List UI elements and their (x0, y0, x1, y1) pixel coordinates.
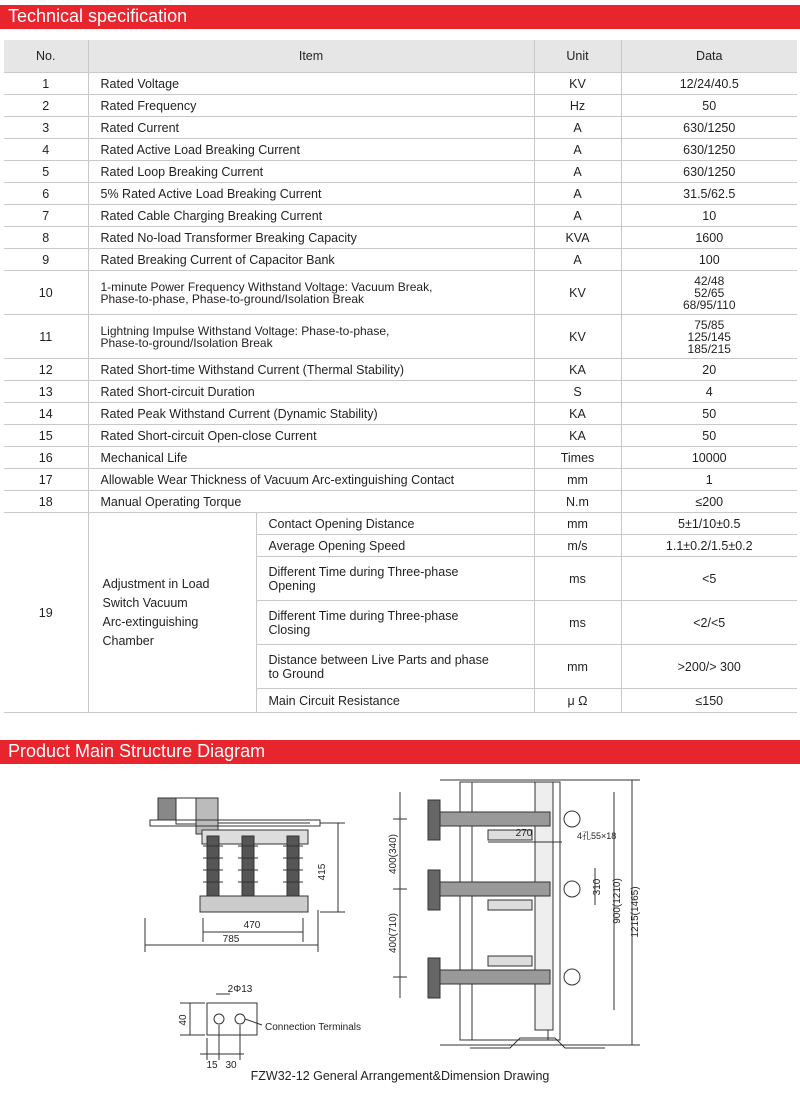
row-number: 18 (4, 491, 88, 513)
row-item-line: Lightning Impulse Withstand Voltage: Phase-to-phase, (100, 323, 390, 338)
row-item: Rated Peak Withstand Current (Dynamic Stability) (88, 403, 534, 425)
connection-terminals-label: Connection Terminals (265, 1022, 361, 1033)
row-unit: KA (534, 359, 621, 381)
row-data: <2/<5 (621, 601, 797, 645)
row-unit: KA (534, 403, 621, 425)
row-item: Mechanical Life (88, 447, 534, 469)
dim-470: 470 (243, 920, 261, 931)
row-unit: A (534, 117, 621, 139)
dim-415: 415 (317, 863, 328, 881)
row-unit: mm (534, 645, 621, 689)
row-item: Rated Voltage (88, 73, 534, 95)
row-item: Rated No-load Transformer Breaking Capacity (88, 227, 534, 249)
row-sub-item-line: Main Circuit Resistance (268, 693, 400, 708)
spec-section-title: Technical specification (8, 6, 188, 26)
row-data: 50 (621, 95, 797, 117)
row-number: 2 (4, 95, 88, 117)
row-data: 50 (621, 425, 797, 447)
dim-270: 270 (515, 828, 533, 839)
row-data: ≤200 (621, 491, 797, 513)
row-number: 16 (4, 447, 88, 469)
row-item: Rated Breaking Current of Capacitor Bank (88, 249, 534, 271)
row-number: 9 (4, 249, 88, 271)
row-data: 5±1/10±0.5 (621, 513, 797, 535)
table-row (4, 491, 797, 513)
row-sub-item (256, 601, 534, 645)
row-data: 630/1250 (621, 117, 797, 139)
row-unit: A (534, 161, 621, 183)
dim-900: 900(1210) (612, 878, 623, 924)
row-number: 8 (4, 227, 88, 249)
row-item: Rated Short-circuit Duration (88, 381, 534, 403)
row-unit: KV (534, 271, 621, 315)
table-row (4, 271, 797, 315)
row-number: 10 (4, 271, 88, 315)
row-number: 3 (4, 117, 88, 139)
row-number: 1 (4, 73, 88, 95)
row-data: 10000 (621, 447, 797, 469)
row-data-line: 185/215 (687, 341, 731, 356)
row-unit: KVA (534, 227, 621, 249)
table-row (4, 447, 797, 469)
row-unit: ms (534, 601, 621, 645)
row-sub-item-line: to Ground (268, 666, 325, 681)
dim-400-340: 400(340) (388, 833, 399, 875)
row-data: <5 (621, 557, 797, 601)
row-item (88, 315, 534, 359)
row-sub-item (256, 689, 534, 713)
row-sub-item (256, 513, 534, 535)
row-number: 19 (4, 513, 88, 713)
header-data: Data (621, 40, 797, 73)
row-number: 12 (4, 359, 88, 381)
row-number: 14 (4, 403, 88, 425)
row-unit: μ Ω (534, 689, 621, 713)
row-unit: m/s (534, 535, 621, 557)
row-data-line: 125/145 (687, 329, 731, 344)
table-row (4, 227, 797, 249)
row-unit: A (534, 139, 621, 161)
dim-785: 785 (222, 934, 240, 945)
diagram-section-title: Product Main Structure Diagram (8, 741, 266, 761)
row-item: Rated Loop Breaking Current (88, 161, 534, 183)
row-number: 13 (4, 381, 88, 403)
spec-section-banner (0, 5, 800, 29)
row-data: 50 (621, 403, 797, 425)
row-unit: S (534, 381, 621, 403)
row-group-label-line: Adjustment in Load (102, 576, 210, 591)
row-data: 4 (621, 381, 797, 403)
row-data: 1600 (621, 227, 797, 249)
row-item-line: Phase-to-phase, Phase-to-ground/Isolation Break (100, 291, 364, 306)
structure-diagram (0, 770, 800, 1070)
row-data: 31.5/62.5 (621, 183, 797, 205)
row-sub-item (256, 535, 534, 557)
row-unit: mm (534, 469, 621, 491)
header-no: No. (4, 40, 88, 73)
row-unit: N.m (534, 491, 621, 513)
row-item: Manual Operating Torque (88, 491, 534, 513)
dim-40: 40 (178, 1014, 189, 1026)
row-group-label-line: Chamber (102, 633, 154, 648)
row-sub-item (256, 557, 534, 601)
table-row (4, 205, 797, 227)
header-item: Item (88, 40, 534, 73)
row-data-line: 42/48 (694, 273, 725, 288)
table-row (4, 73, 797, 95)
row-number: 4 (4, 139, 88, 161)
row-sub-item-line: Contact Opening Distance (268, 516, 415, 531)
dim-310: 310 (592, 878, 603, 896)
row-data-line: 52/65 (694, 285, 725, 300)
row-group-label-line: Arc-extinguishing (102, 614, 199, 629)
table-row (4, 249, 797, 271)
spec-table (4, 40, 797, 713)
row-sub-item-line: Different Time during Three-phase (268, 564, 459, 579)
row-sub-item (256, 645, 534, 689)
row-item-line: Phase-to-ground/Isolation Break (100, 335, 273, 350)
row-number: 15 (4, 425, 88, 447)
terminal-plate-drawing (180, 994, 262, 1060)
row-data: 1.1±0.2/1.5±0.2 (621, 535, 797, 557)
row-data: >200/> 300 (621, 645, 797, 689)
row-sub-item-line: Closing (268, 622, 311, 637)
row-item-line: 1-minute Power Frequency Withstand Voltage: Vacuum Break, (100, 279, 433, 294)
row-number: 7 (4, 205, 88, 227)
row-data-line: 68/95/110 (683, 297, 736, 312)
row-sub-item-line: Opening (268, 578, 316, 593)
table-row (4, 403, 797, 425)
table-row (4, 183, 797, 205)
row-unit: KV (534, 73, 621, 95)
row-item: Rated Short-time Withstand Current (Thermal Stability) (88, 359, 534, 381)
row-data (621, 271, 797, 315)
table-row (4, 359, 797, 381)
row-number: 11 (4, 315, 88, 359)
row-unit: Times (534, 447, 621, 469)
row-data: 630/1250 (621, 161, 797, 183)
row-unit: A (534, 205, 621, 227)
row-sub-item-line: Distance between Live Parts and phase (268, 652, 489, 667)
dim-holes: 4孔55×18 (577, 831, 617, 841)
row-item: Rated Short-circuit Open-close Current (88, 425, 534, 447)
dim-15: 15 (206, 1060, 218, 1070)
row-item: Rated Cable Charging Breaking Current (88, 205, 534, 227)
table-header-row (4, 40, 797, 73)
dim-400-710: 400(710) (388, 912, 399, 954)
diagram-section-banner (0, 740, 800, 764)
row-group-label-line: Switch Vacuum (102, 595, 188, 610)
row-unit: mm (534, 513, 621, 535)
row-sub-item-line: Different Time during Three-phase (268, 608, 459, 623)
row-number: 17 (4, 469, 88, 491)
row-item: Allowable Wear Thickness of Vacuum Arc-extinguishing Contact (88, 469, 534, 491)
table-row (4, 161, 797, 183)
table-row (4, 95, 797, 117)
row-item: 5% Rated Active Load Breaking Current (88, 183, 534, 205)
table-row (4, 381, 797, 403)
dim-2phi13: 2Φ13 (227, 984, 253, 995)
table-row (4, 117, 797, 139)
dim-30: 30 (225, 1060, 237, 1070)
row-data: 12/24/40.5 (621, 73, 797, 95)
row-item: Rated Current (88, 117, 534, 139)
row-item: Rated Active Load Breaking Current (88, 139, 534, 161)
row-number: 6 (4, 183, 88, 205)
row-data: 630/1250 (621, 139, 797, 161)
header-unit: Unit (534, 40, 621, 73)
table-row (4, 425, 797, 447)
row-unit: KA (534, 425, 621, 447)
row-sub-item-line: Average Opening Speed (268, 538, 406, 553)
row-unit: A (534, 249, 621, 271)
dim-1215: 1215(1465) (630, 886, 641, 938)
table-row (4, 513, 797, 535)
front-view-drawing (393, 780, 640, 1048)
row-data: 100 (621, 249, 797, 271)
table-row (4, 469, 797, 491)
row-data: ≤150 (621, 689, 797, 713)
row-data-line: 75/85 (694, 317, 725, 332)
table-row (4, 315, 797, 359)
row-unit: A (534, 183, 621, 205)
row-unit: Hz (534, 95, 621, 117)
table-row (4, 139, 797, 161)
row-item (88, 271, 534, 315)
row-group-label (88, 513, 256, 713)
row-data (621, 315, 797, 359)
row-data: 1 (621, 469, 797, 491)
row-item: Rated Frequency (88, 95, 534, 117)
row-data: 20 (621, 359, 797, 381)
row-unit: KV (534, 315, 621, 359)
row-unit: ms (534, 557, 621, 601)
drawing-caption: FZW32-12 General Arrangement&Dimension Drawing (250, 1069, 550, 1083)
row-data: 10 (621, 205, 797, 227)
row-number: 5 (4, 161, 88, 183)
